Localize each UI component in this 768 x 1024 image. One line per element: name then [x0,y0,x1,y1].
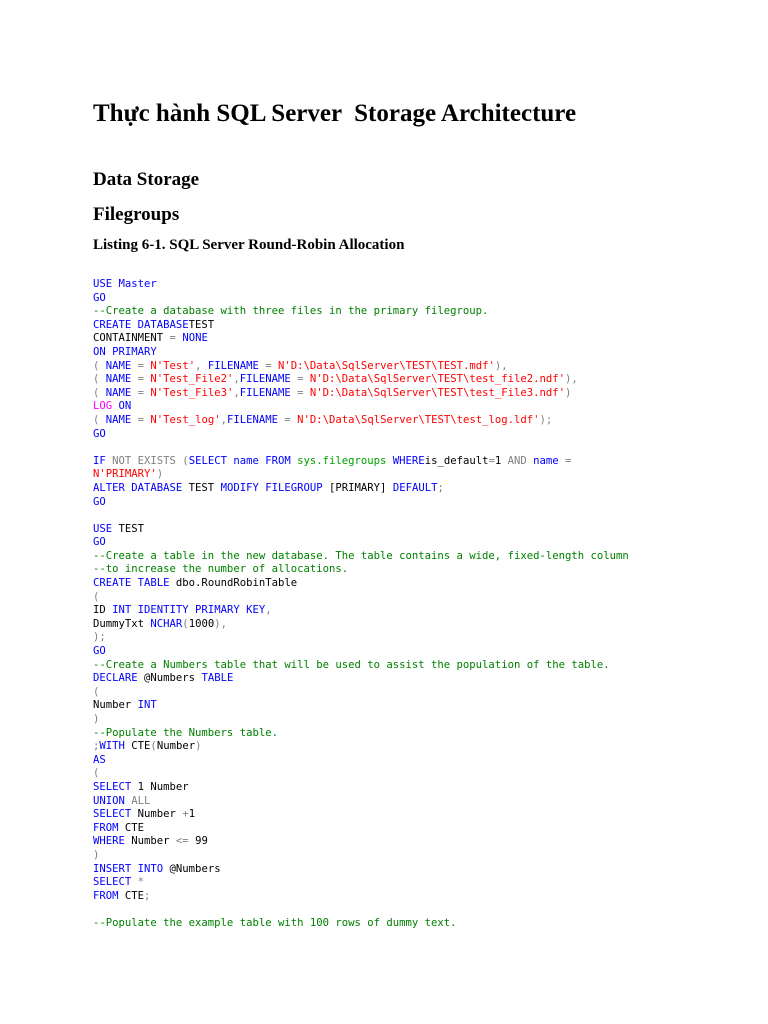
code-token: ( [182,617,189,630]
code-token: ; [93,740,100,753]
code-token: ), [214,617,227,630]
code-line [93,278,157,290]
code-line [93,604,272,616]
code-line [93,482,444,494]
code-token: = [278,413,291,426]
code-line [93,727,278,739]
code-token: 1 [188,808,196,821]
code-token: INSERT INTO [93,862,164,875]
code-line [93,563,348,575]
code-line [93,373,578,385]
code-token: [PRIMARY] [322,481,393,494]
code-token: --Populate the example table with 100 rows of dummy text. [93,916,457,929]
code-line [93,876,144,888]
code-token: , [233,386,240,399]
code-token: ( [93,386,100,399]
code-token: = [488,454,495,467]
code-token: TEST [182,481,221,494]
code-token: ) [93,848,100,861]
code-token: CTE [118,821,145,834]
code-token: USE [93,522,113,535]
page-title: Thực hành SQL Server Storage Architecture [93,100,577,127]
code-token: AS [93,753,106,766]
code-token: ; [437,481,444,494]
code-token: sys.filegroups [290,454,387,467]
code-token: N'Test_File3' [144,386,234,399]
code-token: INT [137,699,157,712]
code-token: ( [150,740,157,753]
code-token: NAME [99,386,132,399]
code-token: SELECT [93,780,132,793]
code-token: WHERE [386,454,425,467]
code-line [93,387,571,399]
code-line [93,740,201,752]
code-token: , [220,413,227,426]
code-token: dbo.RoundRobinTable [169,577,298,590]
code-token: MODIFY FILEGROUP [220,481,323,494]
code-token: FILENAME [226,413,279,426]
code-line [93,618,227,630]
code-token: ); [93,631,106,644]
code-token: ( [93,373,100,386]
code-token: TEST [188,318,215,331]
code-token: TEST [112,522,145,535]
code-token: CREATE DATABASE [93,318,189,331]
code-token: @Numbers [163,862,221,875]
code-token: name [526,454,559,467]
code-token: SELECT [93,808,132,821]
code-line [93,536,106,548]
code-token: DummyTxt [93,617,151,630]
code-token: --to increase the number of allocations. [93,563,349,576]
code-line [93,496,106,508]
code-token: ALTER DATABASE [93,481,183,494]
code-line [93,360,508,372]
code-token: GO [93,427,106,440]
code-token: CREATE TABLE [93,577,170,590]
code-token: SELECT [188,454,227,467]
code-token: NONE [175,332,208,345]
code-token: = [290,373,304,386]
code-token: WHERE [93,835,125,848]
code-token: 1 [494,454,502,467]
code-token: AND [501,454,527,467]
code-line [93,686,99,698]
code-token: ( [93,413,100,426]
code-token: Number [93,699,138,712]
code-token: --Populate the Numbers table. [93,726,278,739]
code-line [93,835,208,847]
code-line [93,319,214,331]
code-line [93,795,150,807]
code-token: N'D:\Data\SqlServer\TEST\test_File3.ndf' [303,386,566,399]
code-token: N'Test' [144,359,196,372]
code-token: ( [93,685,100,698]
code-token: IF [93,454,106,467]
code-token: = [258,359,272,372]
code-token: --Create a Numbers table that will be used to assist the population of the table. [93,658,610,671]
code-line [93,672,233,684]
code-token: ) [93,713,100,725]
code-line [93,767,99,779]
code-token: UNION [93,794,125,807]
code-token: ON [112,400,132,413]
code-token: FROM [93,821,119,834]
code-line [93,699,157,711]
code-token: NAME [99,413,132,426]
code-token: 1 Number [131,780,189,793]
code-token: FILENAME [239,386,291,399]
code-token: ; [144,889,151,902]
code-token: N'D:\Data\SqlServer\TEST\test_file2.ndf' [303,373,566,386]
section-heading-data-storage: Data Storage [93,169,200,190]
code-token: 99 [188,835,208,848]
code-token: , [233,373,240,386]
code-line [93,468,163,480]
code-token: NOT EXISTS ( [105,454,189,467]
code-line [93,428,106,440]
code-line [93,808,195,820]
code-line [93,346,157,358]
code-token: GO [93,495,106,508]
code-line [93,645,106,657]
code-line [93,781,189,793]
code-token: FILENAME [239,373,291,386]
code-line [93,305,488,317]
code-token: ), [494,359,508,372]
code-token: INT IDENTITY PRIMARY KEY [112,604,266,617]
code-line [93,754,106,766]
code-token: ( [93,767,100,780]
code-line [93,523,144,535]
code-token: = [558,454,572,467]
listing-caption: Listing 6-1. SQL Server Round-Robin Allocation [93,237,405,253]
code-token: ); [539,413,553,426]
code-token: ALL [124,794,151,807]
code-token: N'Test_File2' [144,373,234,386]
code-token: DEFAULT [392,481,438,494]
code-line [93,400,131,412]
code-token: LOG [93,400,113,413]
code-line [93,455,571,467]
code-token: = [131,359,145,372]
code-line [93,591,99,603]
code-token: N'D:\Data\SqlServer\TEST\TEST.mdf' [271,359,495,372]
code-line [93,577,297,589]
code-token: = [169,332,176,345]
code-token: FROM [258,454,291,467]
code-token: ID [93,604,113,617]
code-token: ), [565,373,578,386]
code-token: ON PRIMARY [93,345,157,358]
code-token: is_default [424,454,489,467]
sql-code-listing [93,278,629,931]
code-line [93,849,99,861]
code-line [93,414,552,426]
code-token: Number [124,835,176,848]
code-token: --Create a database with three files in the primary filegroup. [93,305,489,318]
code-line [93,917,457,929]
code-line [93,822,144,834]
code-token: NAME [99,373,132,386]
code-token: CONTAINMENT [93,332,170,345]
code-token: ) [195,740,202,753]
code-token: WITH [99,740,125,753]
code-token: ) [156,468,164,481]
code-token: <= [175,835,189,848]
code-token: 1000 [188,617,215,630]
code-token: = [131,413,145,426]
code-token: SELECT [93,876,132,889]
code-token: N'D:\Data\SqlServer\TEST\test_log.ldf' [290,413,540,426]
code-token: TABLE [201,672,234,685]
code-line [93,659,610,671]
code-token: = [131,373,145,386]
code-token: ( [93,590,100,603]
code-token: , [265,604,272,617]
code-token: @Numbers [137,672,202,685]
section-heading-filegroups: Filegroups [93,204,180,225]
code-line [93,890,150,902]
code-token: , [195,359,202,372]
code-token: FROM [93,889,119,902]
code-token: ) [565,386,572,399]
code-token: GO [93,291,106,304]
code-token: ( [93,359,100,372]
code-line [93,550,629,562]
code-token: * [131,876,145,889]
code-token: name [226,454,259,467]
code-token: = [290,386,304,399]
code-token: DECLARE [93,672,138,685]
code-token: --Create a table in the new database. The table contains a wide, fixed-length column [93,549,629,562]
code-token: FILENAME [201,359,259,372]
code-line [93,863,221,875]
code-line [93,332,208,344]
code-token: CTE [124,740,151,753]
code-token: CTE [118,889,145,902]
code-line [93,292,106,304]
code-token: N'Test_log' [144,413,221,426]
code-token: GO [93,536,106,549]
code-token: NCHAR [150,617,183,630]
code-token: GO [93,645,106,658]
code-token: Number [131,808,183,821]
code-token: = [131,386,145,399]
code-token: NAME [99,359,132,372]
code-token: Number [156,740,196,753]
code-token: USE Master [93,278,157,290]
code-line [93,631,106,643]
code-token: + [182,808,189,821]
code-line [93,713,99,725]
code-token: N'PRIMARY' [93,468,157,481]
